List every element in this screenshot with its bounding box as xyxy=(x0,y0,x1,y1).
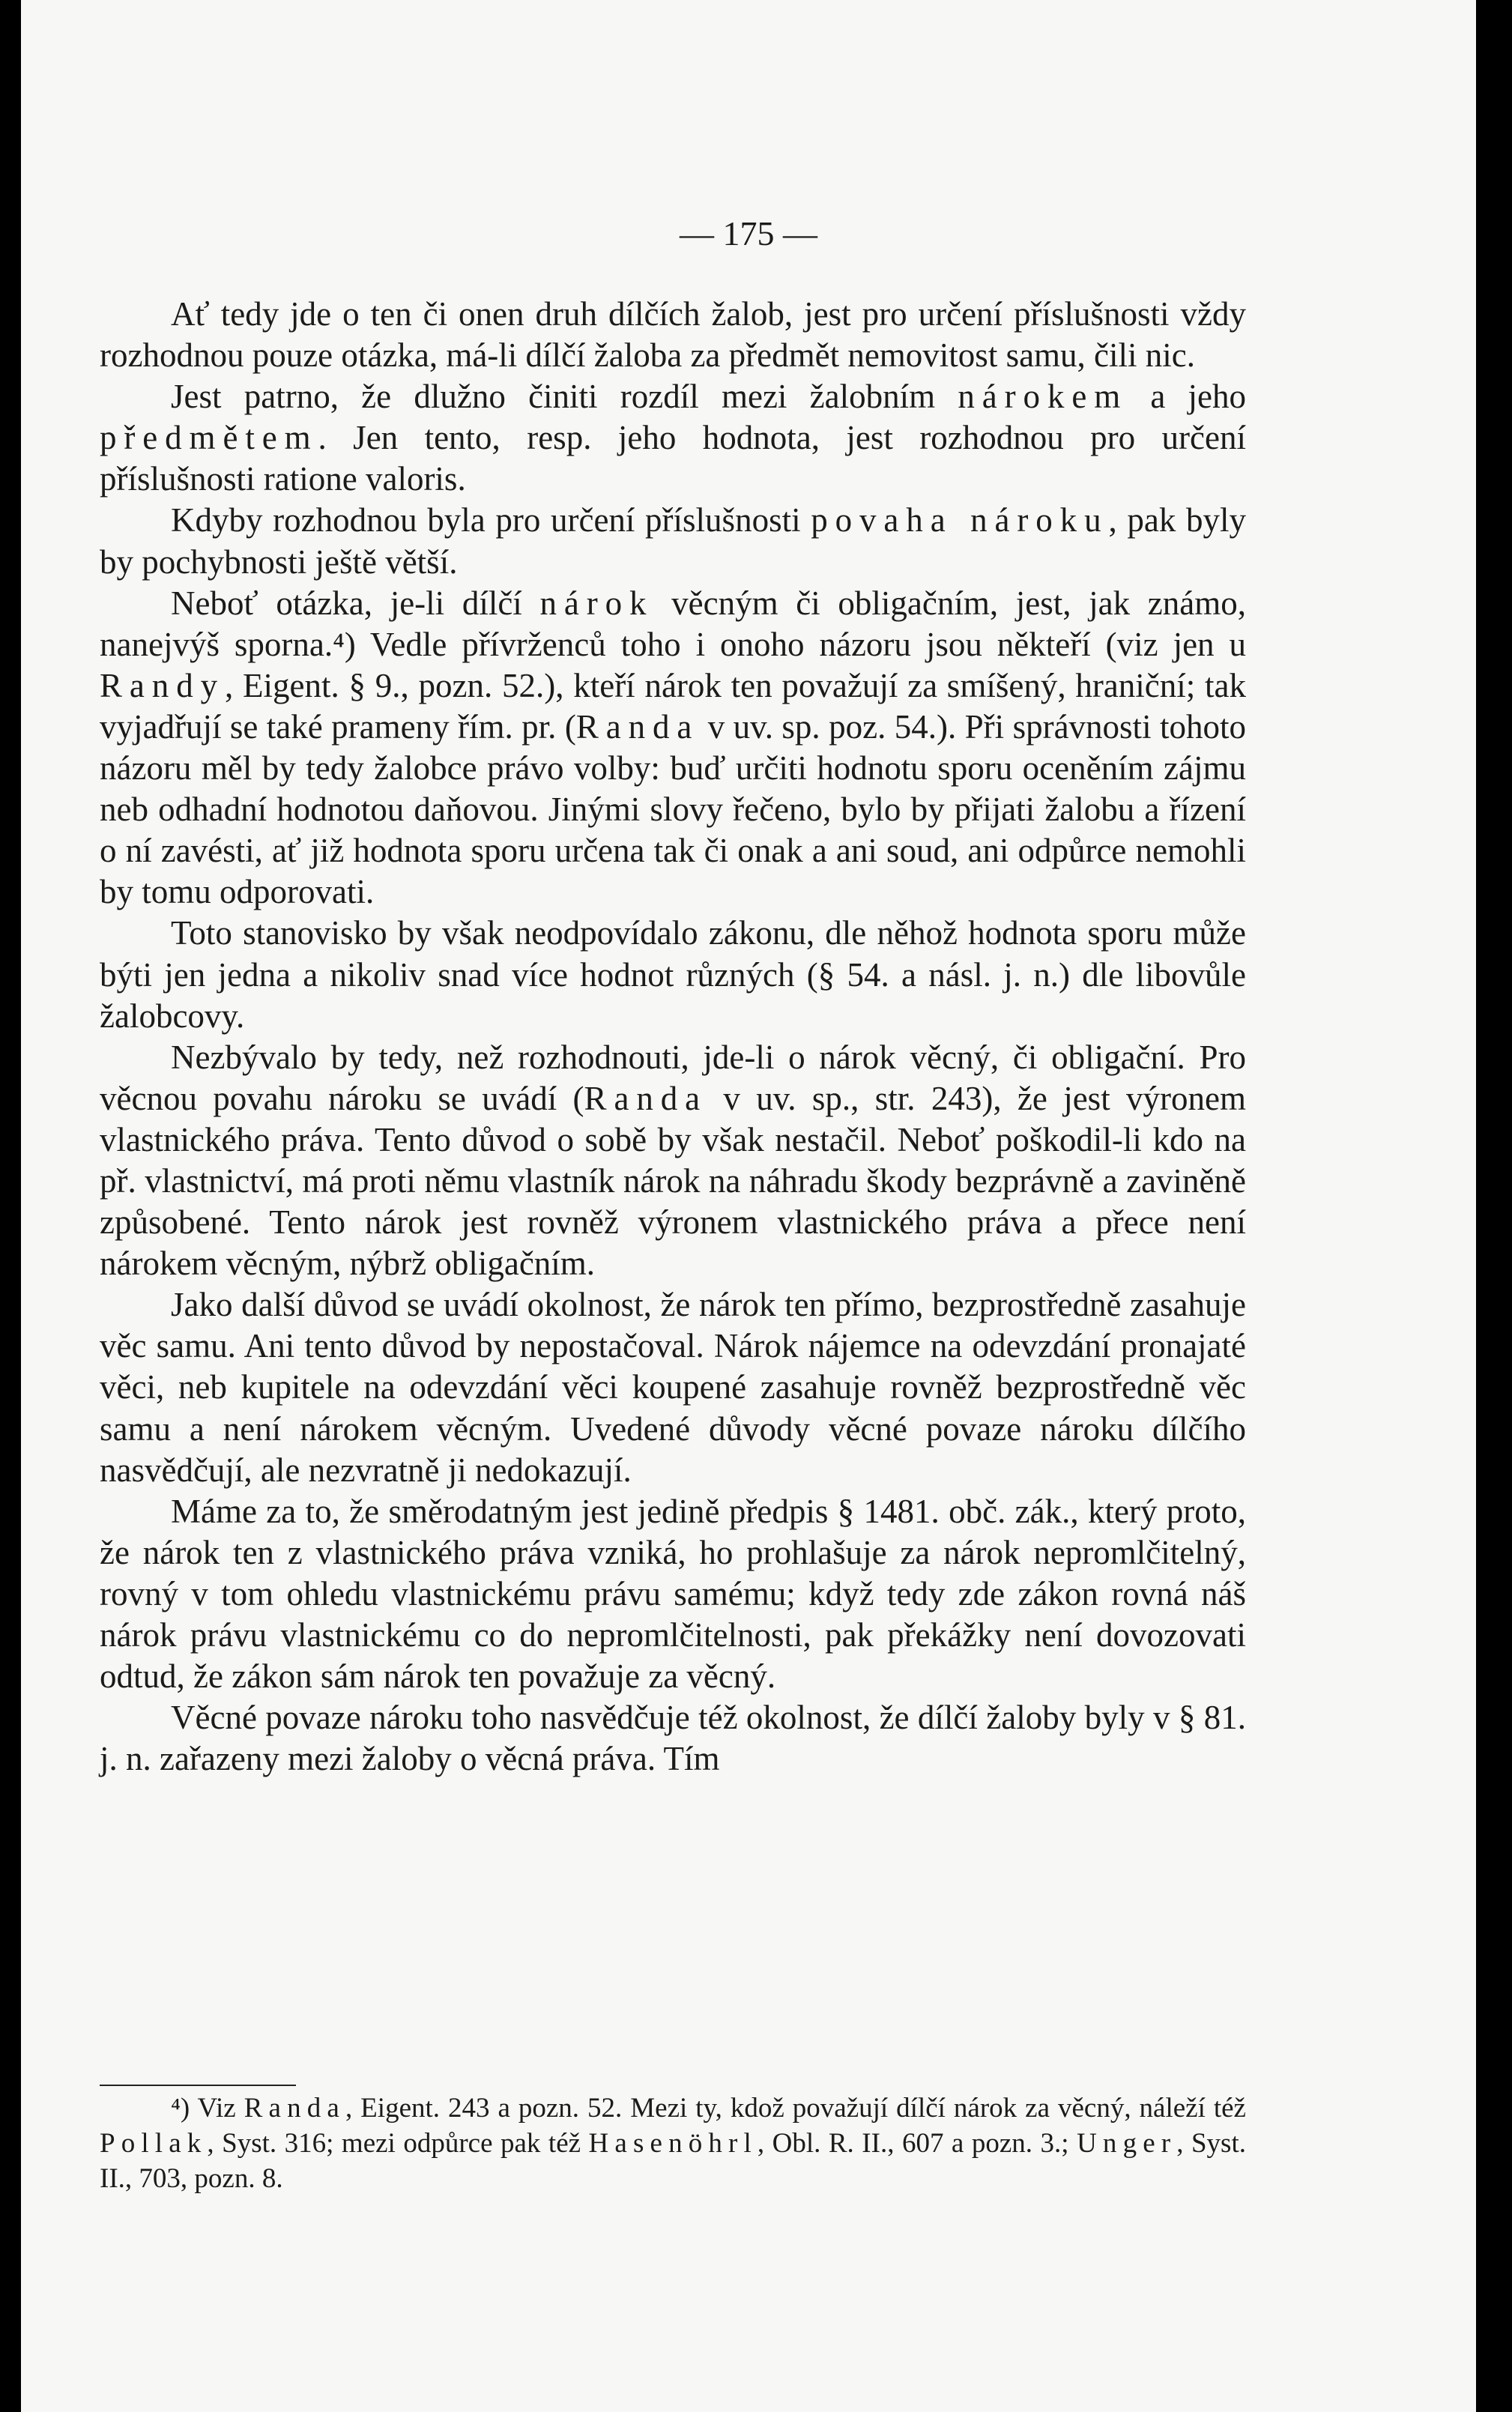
text-run: . Jen tento, resp. jeho hodnota, jest rozhodnou pro určení příslušnosti ratione valoris. xyxy=(100,419,1246,498)
footnote-4 xyxy=(100,2091,1246,2196)
text-run: , Syst. II., 703, pozn. 8. xyxy=(100,2128,1246,2194)
page-number: — 175 — xyxy=(680,214,817,253)
book-page xyxy=(21,0,1476,2412)
text-run: věcným či obligačním, jest, jak známo, nanejvýš sporna.⁴) Vedle přívrženců toho i onoho názoru jsou někteří (viz jen u xyxy=(100,584,1246,663)
paragraph-7: Jako další důvod se uvádí okolnost, že nárok ten přímo, bezprostředně zasahuje věc samu. Ani tento důvod by nepostačoval. Nárok nájemce na odevzdání pronajaté věci, neb kupitele na odevzdání věci koupené zasahuje rovněž bezprostředně věc samu a není nárokem věcným. Uvedené důvody věcné povaze nároku dílčího nasvědčují, ale nezvratně ji nedokazují. xyxy=(100,1286,1246,1489)
text-run: v uv. sp., str. 243), že jest výronem vlastnického práva. Tento důvod o sobě by však nestačil. Neboť poškodil-li kdo na př. vlastnictví, má proti němu vlastník nárok na náhradu škody bezprávně a zaviněně způsobené. Tento nárok jest rovněž výronem vlastnického práva a přece není nárokem věcným, nýbrž obligačním. xyxy=(100,1079,1246,1283)
spaced-term: povaha nároku xyxy=(811,501,1109,539)
text-run: ⁴) Viz xyxy=(171,2093,244,2124)
paragraph-3 xyxy=(100,500,1246,582)
text-run: , Syst. 316; mezi odpůrce pak též xyxy=(207,2128,589,2159)
paragraph-5: Toto stanovisko by však neodpovídalo zákonu, dle něhož hodnota sporu může býti jen jedna a nikoliv snad více hodnot různých (§ 54. a násl. j. n.) dle libovůle žalobcovy. xyxy=(100,914,1246,1035)
text-run: Nezbývalo by tedy, než rozhodnouti, jde-li o nárok věcný, či obligační. Pro věcnou povahu nároku se uvádí ( xyxy=(100,1038,1246,1117)
spaced-name: Randa xyxy=(575,707,700,746)
spaced-term: předmětem xyxy=(100,419,318,457)
text-run: , Eigent. 243 a pozn. 52. Mezi ty, kdož považují dílčí nárok za věcný, náleží též xyxy=(345,2093,1246,2124)
body-text xyxy=(100,294,1246,1780)
text-run: , pak byly by pochybnosti ještě větší. xyxy=(100,501,1246,581)
text-run: a jeho xyxy=(1128,378,1247,416)
spaced-name: Hasenöhrl xyxy=(588,2128,757,2159)
text-run: , Obl. R. II., 607 a pozn. 3.; xyxy=(757,2128,1077,2159)
paragraph-4 xyxy=(100,583,1246,913)
text-run: Jest patrno, že dlužno činiti rozdíl mezi žalobním xyxy=(171,378,958,416)
text-run: Kdyby rozhodnou byla pro určení příslušnosti xyxy=(171,501,811,539)
paragraph-8: Máme za to, že směrodatným jest jedině předpis § 1481. obč. zák., který proto, že nárok ten z vlastnického práva vzniká, ho prohlašuje za nárok nepromlčitelný, rovný v tom ohledu vlastnickému právu samému; když tedy zde zákon rovná náš nárok právu vlastnickému co do nepromlčitelnosti, pak překážky není dovozovati odtud, že zákon sám nárok ten považuje za věcný. xyxy=(100,1492,1246,1696)
spaced-name: Unger xyxy=(1077,2128,1177,2159)
paragraph-1: Ať tedy jde o ten či onen druh dílčích žalob, jest pro určení příslušnosti vždy rozhodnou pouze otázka, má-li dílčí žaloba za předmět nemovitost samu, čili nic. xyxy=(100,295,1246,375)
spaced-name: Pollak xyxy=(100,2128,208,2159)
paragraph-9: Věcné povaze nároku toho nasvědčuje též okolnost, že dílčí žaloby byly v § 81. j. n. zařazeny mezi žaloby o věcná práva. Tím xyxy=(100,1699,1246,1778)
text-run: v uv. sp. poz. 54.). Při správnosti tohoto názoru měl by tedy žalobce právo volby: buď určiti hodnotu sporu oceněním zájmu neb odhadní hodnotou daňovou. Jinými slovy řečeno, bylo by přijati žalobu a řízení o ní zavésti, ať již hodnota sporu určena tak či onak a ani soud, ani odpůrce nemohli by tomu odporovati. xyxy=(100,707,1246,911)
text-run: Neboť otázka, je-li dílčí xyxy=(171,584,540,622)
paragraph-2 xyxy=(100,376,1246,500)
spaced-term: nárokem xyxy=(958,378,1128,416)
spaced-term: nárok xyxy=(539,584,654,622)
footnote-divider xyxy=(100,2085,296,2086)
spaced-name: Randa xyxy=(584,1079,708,1117)
paragraph-6 xyxy=(100,1037,1246,1285)
spaced-name: Randy xyxy=(100,666,225,704)
text-run: , Eigent. § 9., pozn. 52.), kteří nárok ten považují za smíšený, hraniční; tak vyjadřují se také prameny řím. pr. ( xyxy=(100,666,1246,746)
footnote xyxy=(100,2091,1246,2196)
spaced-name: Randa xyxy=(244,2093,345,2124)
